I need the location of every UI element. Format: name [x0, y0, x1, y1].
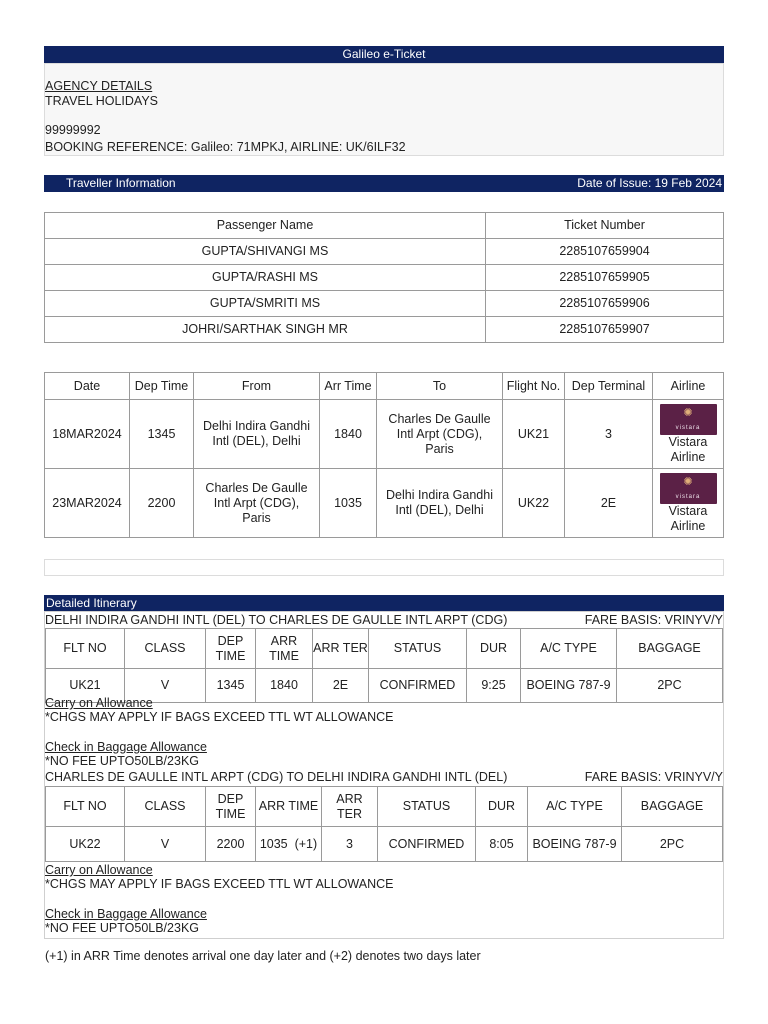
detailed-itinerary-bar	[44, 595, 724, 612]
table-row	[45, 291, 724, 317]
carry-on-heading: Carry on Allowance	[45, 696, 153, 710]
date-of-issue: Date of Issue: 19 Feb 2024	[577, 176, 722, 190]
table-row	[45, 400, 724, 469]
dep-time-header: DEP TIME	[206, 787, 256, 827]
arr-time-header: ARR TIME	[256, 629, 313, 669]
checkin-text: *NO FEE UPTO50LB/23KG	[45, 754, 199, 768]
class-header: CLASS	[125, 787, 206, 827]
checkin-text: *NO FEE UPTO50LB/23KG	[45, 921, 199, 935]
date-header: Date	[45, 373, 130, 400]
flt-no-header: FLT NO	[46, 787, 125, 827]
table-row	[45, 317, 724, 343]
segment-header-row	[46, 629, 723, 669]
vistara-logo	[660, 404, 717, 435]
vistara-logo-word: vistara	[675, 424, 701, 431]
to-header: To	[377, 373, 503, 400]
baggage: 2PC	[622, 827, 723, 862]
dep-time-header: Dep Time	[130, 373, 194, 400]
carry-on-text: *CHGS MAY APPLY IF BAGS EXCEED TTL WT ALLOWANCE	[45, 710, 394, 724]
arr-ter: 3	[322, 827, 378, 862]
flight-terminal: 2E	[565, 469, 653, 538]
flight-dep-time: 2200	[130, 469, 194, 538]
airline-cell	[653, 469, 724, 538]
dep-time-header: DEP TIME	[206, 629, 256, 669]
arr-ter: 2E	[313, 669, 369, 703]
flight-arr-time: 1035	[320, 469, 377, 538]
status: CONFIRMED	[378, 827, 476, 862]
passenger-name: GUPTA/RASHI MS	[45, 265, 486, 291]
dep-time: 1345	[206, 669, 256, 703]
traveller-heading: Traveller Information	[66, 176, 176, 190]
eticket-title: Galileo e-Ticket	[342, 47, 426, 61]
vistara-logo-mark-icon: ✺	[683, 406, 693, 419]
flight-terminal: 3	[565, 400, 653, 469]
fare-basis: FARE BASIS: VRINYV/Y	[584, 770, 723, 784]
baggage-header: BAGGAGE	[617, 629, 723, 669]
class: V	[125, 827, 206, 862]
flt-no: UK22	[46, 827, 125, 862]
flight-from: Delhi Indira Gandhi Intl (DEL), Delhi	[194, 400, 320, 469]
class-header: CLASS	[125, 629, 206, 669]
baggage-header: BAGGAGE	[622, 787, 723, 827]
eticket-header	[44, 46, 724, 63]
flights-table	[44, 372, 724, 538]
passenger-name-header: Passenger Name	[45, 213, 486, 239]
ac-type-header: A/C TYPE	[528, 787, 622, 827]
airline-header: Airline	[653, 373, 724, 400]
dep-terminal-header: Dep Terminal	[565, 373, 653, 400]
flight-no-header: Flight No.	[503, 373, 565, 400]
ticket-number: 2285107659905	[486, 265, 724, 291]
flt-no-header: FLT NO	[46, 629, 125, 669]
airline-cell	[653, 400, 724, 469]
arr-time: 1840	[256, 669, 313, 703]
duration: 8:05	[476, 827, 528, 862]
status-header: STATUS	[378, 787, 476, 827]
segment-route	[45, 613, 723, 628]
table-row	[45, 265, 724, 291]
baggage: 2PC	[617, 669, 723, 703]
ac-type-header: A/C TYPE	[521, 629, 617, 669]
ticket-number: 2285107659904	[486, 239, 724, 265]
flight-to: Charles De Gaulle Intl Arpt (CDG), Paris	[377, 400, 503, 469]
status: CONFIRMED	[369, 669, 467, 703]
carry-on-heading: Carry on Allowance	[45, 863, 153, 877]
flights-header-row	[45, 373, 724, 400]
flt-no: UK21	[46, 669, 125, 703]
checkin-heading: Check in Baggage Allowance	[45, 740, 207, 754]
ac-type: BOEING 787-9	[521, 669, 617, 703]
flight-to: Delhi Indira Gandhi Intl (DEL), Delhi	[377, 469, 503, 538]
vistara-logo-word: vistara	[675, 493, 701, 500]
airline-name: Vistara Airline	[668, 434, 708, 464]
segment-table	[45, 628, 723, 703]
fare-basis: FARE BASIS: VRINYV/Y	[584, 613, 723, 627]
booking-reference: BOOKING REFERENCE: Galileo: 71MPKJ, AIRLINE: UK/6ILF32	[45, 140, 406, 154]
arr-time-header: ARR TIME	[256, 787, 322, 827]
table-row	[45, 469, 724, 538]
status-header: STATUS	[369, 629, 467, 669]
passenger-name: GUPTA/SMRITI MS	[45, 291, 486, 317]
agency-heading: AGENCY DETAILS	[45, 79, 153, 93]
flight-dep-time: 1345	[130, 400, 194, 469]
flight-date: 23MAR2024	[45, 469, 130, 538]
class: V	[125, 669, 206, 703]
airline-name: Vistara Airline	[668, 503, 708, 533]
segment-header-row	[46, 787, 723, 827]
segment-route-text: DELHI INDIRA GANDHI INTL (DEL) TO CHARLES DE GAULLE INTL ARPT (CDG)	[45, 613, 508, 627]
checkin-heading: Check in Baggage Allowance	[45, 907, 207, 921]
dur-header: DUR	[467, 629, 521, 669]
passenger-table	[44, 212, 724, 343]
arr-time: 1035 (+1)	[256, 827, 322, 862]
flight-number: UK22	[503, 469, 565, 538]
duration: 9:25	[467, 669, 521, 703]
flight-arr-time: 1840	[320, 400, 377, 469]
table-row	[45, 239, 724, 265]
traveller-info-bar	[44, 175, 724, 192]
segment-table	[45, 786, 723, 862]
arr-ter-header: ARR TER	[322, 787, 378, 827]
arr-time-header: Arr Time	[320, 373, 377, 400]
passenger-name: JOHRI/SARTHAK SINGH MR	[45, 317, 486, 343]
from-header: From	[194, 373, 320, 400]
flight-number: UK21	[503, 400, 565, 469]
vistara-logo-mark-icon: ✺	[683, 475, 693, 488]
table-row	[46, 827, 723, 862]
arr-ter-header: ARR TER	[313, 629, 369, 669]
passenger-header-row	[45, 213, 724, 239]
flight-from: Charles De Gaulle Intl Arpt (CDG), Paris	[194, 469, 320, 538]
flight-date: 18MAR2024	[45, 400, 130, 469]
segment-route	[45, 770, 723, 785]
dep-time: 2200	[206, 827, 256, 862]
agency-name: TRAVEL HOLIDAYS	[45, 94, 158, 108]
vistara-logo	[660, 473, 717, 504]
carry-on-text: *CHGS MAY APPLY IF BAGS EXCEED TTL WT ALLOWANCE	[45, 877, 394, 891]
passenger-name: GUPTA/SHIVANGI MS	[45, 239, 486, 265]
agency-phone: 99999992	[45, 123, 101, 137]
ticket-number: 2285107659907	[486, 317, 724, 343]
arrival-footnote: (+1) in ARR Time denotes arrival one day later and (+2) denotes two days later	[45, 949, 481, 963]
ac-type: BOEING 787-9	[528, 827, 622, 862]
empty-section	[44, 559, 724, 576]
dur-header: DUR	[476, 787, 528, 827]
detailed-itinerary-heading: Detailed Itinerary	[46, 596, 137, 610]
segment-route-text: CHARLES DE GAULLE INTL ARPT (CDG) TO DELHI INDIRA GANDHI INTL (DEL)	[45, 770, 508, 784]
ticket-number-header: Ticket Number	[486, 213, 724, 239]
ticket-number: 2285107659906	[486, 291, 724, 317]
